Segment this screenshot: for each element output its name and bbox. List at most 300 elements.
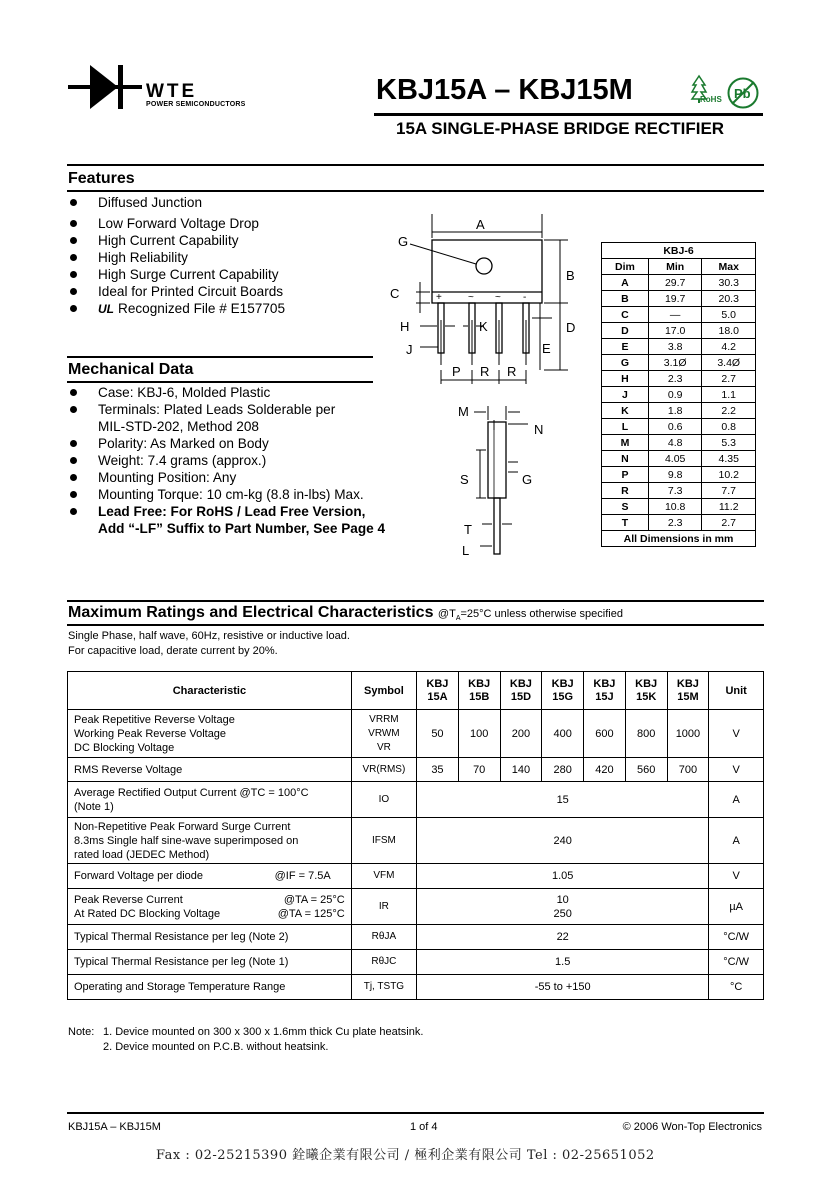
symbol-text: VR [376, 741, 391, 753]
table-row [602, 307, 756, 323]
fax-line: Fax : 02-25215390 銓曦企業有限公司 / 極利企業有限公司 Tel : 02-25651052 [156, 1148, 655, 1163]
value-text: 1.5 [555, 956, 571, 968]
dim-header: Max [702, 259, 756, 275]
ratings-title: Maximum Ratings and Electrical Characteristics [68, 604, 434, 621]
list-item [68, 402, 385, 419]
dim-label-n: N [534, 422, 544, 437]
dim-code: T [602, 515, 649, 531]
dim-max: 18.0 [702, 323, 756, 339]
part-prefix: KBJ [468, 677, 491, 690]
list-item [68, 385, 385, 402]
dim-min: 4.8 [648, 435, 702, 451]
value-cell: 140 [500, 758, 542, 782]
dim-label-r1: R [480, 364, 490, 379]
part-title: KBJ15A – KBJ15M [376, 74, 633, 106]
characteristic-text: rated load (JEDEC Method) [74, 848, 210, 861]
dim-table-title: KBJ-6 [602, 243, 756, 259]
dim-label-c: C [390, 286, 400, 301]
table-row [602, 451, 756, 467]
col-symbol: Symbol [351, 672, 416, 710]
list-item [68, 284, 285, 301]
dim-max: 1.1 [702, 387, 756, 403]
value-cell: 560 [625, 758, 667, 782]
unit-cell: °C/W [709, 925, 764, 950]
dim-label-a: A [476, 217, 485, 232]
col-part [500, 672, 542, 710]
pin-minus: - [523, 292, 527, 303]
list-item [68, 267, 285, 284]
table-row [602, 355, 756, 371]
table-row [602, 419, 756, 435]
characteristic-text: Working Peak Reverse Voltage [74, 727, 227, 740]
bullet-icon [70, 440, 77, 447]
table-row [68, 975, 764, 1000]
dim-max: 0.8 [702, 419, 756, 435]
dim-min: 0.6 [648, 419, 702, 435]
dim-code: M [602, 435, 649, 451]
bullet-icon [70, 288, 77, 295]
bullet-icon [70, 305, 77, 312]
part-suffix: 15K [636, 690, 657, 703]
dim-max: 20.3 [702, 291, 756, 307]
feature-text: Diffused Junction [98, 195, 203, 210]
characteristic-line [74, 907, 345, 921]
bullet-icon [70, 474, 77, 481]
part-prefix: KBJ [509, 677, 532, 690]
unit-cell: V [709, 864, 764, 889]
list-item [68, 233, 285, 250]
symbol-cell [351, 950, 416, 975]
dim-table-body [602, 275, 756, 531]
characteristic-cell [68, 782, 352, 818]
condition-text: @IF = 7.5A [274, 870, 331, 882]
ul-mark-icon: UL [98, 302, 114, 316]
mech-text: Weight: 7.4 grams (approx.) [98, 453, 267, 468]
value-cell: 70 [458, 758, 500, 782]
characteristic-cell [68, 818, 352, 864]
table-row [68, 889, 764, 925]
dim-max: 4.35 [702, 451, 756, 467]
ratings-bottom-rule [67, 624, 764, 626]
dim-max: 2.7 [702, 515, 756, 531]
value-text: 10 [556, 893, 569, 906]
table-row [602, 467, 756, 483]
mech-text: Terminals: Plated Leads Solderable per [98, 402, 336, 417]
unit-cell: °C [709, 975, 764, 1000]
feature-text: Recognized File # E157705 [118, 301, 286, 316]
table-row [602, 275, 756, 291]
symbol-text: RθJC [371, 956, 397, 967]
characteristic-text: Average Rectified Output Current @TC = 100°C [74, 786, 309, 799]
dim-code: J [602, 387, 649, 403]
characteristic-text: Peak Repetitive Reverse Voltage [74, 713, 235, 726]
symbol-text: VR(RMS) [362, 763, 406, 775]
table-row [68, 864, 764, 889]
dim-label-l: L [462, 543, 470, 558]
table-row [68, 710, 764, 758]
bullet-icon [70, 199, 77, 206]
dim-min: 1.8 [648, 403, 702, 419]
cond-rest: =25°C unless otherwise specified [460, 608, 623, 620]
mech-text: Lead Free: For RoHS / Lead Free Version, [98, 504, 366, 519]
dim-label-d: D [566, 320, 576, 335]
dim-max: 7.7 [702, 483, 756, 499]
bullet-icon [70, 271, 77, 278]
characteristic-line [74, 893, 345, 907]
list-item [68, 521, 385, 538]
feature-text: Low Forward Voltage Drop [98, 216, 259, 231]
list-item [68, 453, 385, 470]
dim-code: H [602, 371, 649, 387]
value-cell [417, 818, 709, 864]
characteristic-cell [68, 925, 352, 950]
features-list [68, 195, 285, 318]
part-prefix: KBJ [551, 677, 574, 690]
mechanical-list [68, 385, 385, 538]
col-part [458, 672, 500, 710]
symbol-cell [351, 864, 416, 889]
list-item [68, 436, 385, 453]
value-cell: 400 [542, 710, 584, 758]
cond-sub: A [455, 615, 461, 623]
dim-code: B [602, 291, 649, 307]
dim-label-g2: G [522, 472, 533, 487]
ratings-header-row [68, 672, 764, 710]
table-row [68, 818, 764, 864]
ratings-heading [68, 604, 623, 622]
symbol-cell [351, 758, 416, 782]
mech-text: Mounting Position: Any [98, 470, 237, 485]
header-rule [374, 113, 763, 116]
dim-min: 0.9 [648, 387, 702, 403]
table-row [602, 371, 756, 387]
dim-label-e: E [542, 341, 551, 356]
dim-min: 4.05 [648, 451, 702, 467]
characteristic-text: DC Blocking Voltage [74, 741, 175, 754]
bullet-icon [70, 254, 77, 261]
symbol-cell [351, 975, 416, 1000]
table-row [602, 323, 756, 339]
col-part [667, 672, 709, 710]
features-bottom-rule [67, 190, 764, 192]
list-item [68, 504, 385, 521]
part-prefix: KBJ [635, 677, 658, 690]
characteristic-text: Forward Voltage per diode [74, 870, 204, 882]
value-cell: 700 [667, 758, 709, 782]
feature-text: Ideal for Printed Circuit Boards [98, 284, 284, 299]
value-cell: 200 [500, 710, 542, 758]
dim-label-g: G [398, 234, 409, 249]
value-cell: 600 [584, 710, 626, 758]
dim-label-h: H [400, 319, 410, 334]
dim-table-footer: All Dimensions in mm [602, 531, 756, 547]
feature-text: High Current Capability [98, 233, 239, 248]
dim-min: 17.0 [648, 323, 702, 339]
col-part [542, 672, 584, 710]
footer-rule [67, 1112, 764, 1114]
note-1: 1. Device mounted on 300 x 300 x 1.6mm thick Cu plate heatsink. [103, 1026, 424, 1038]
value-cell [417, 864, 709, 889]
condition-text: @TA = 25°C [283, 893, 345, 906]
characteristic-text: (Note 1) [74, 800, 114, 813]
value-text: 15 [556, 793, 569, 806]
col-part [625, 672, 667, 710]
characteristic-text: RMS Reverse Voltage [74, 763, 183, 776]
table-row [602, 499, 756, 515]
table-row [602, 483, 756, 499]
unit-cell: A [709, 782, 764, 818]
symbol-cell [351, 782, 416, 818]
characteristic-cell [68, 950, 352, 975]
characteristic-text: Non-Repetitive Peak Forward Surge Current [74, 820, 291, 833]
value-text: 240 [553, 834, 572, 847]
mechanical-bottom-rule [67, 381, 373, 383]
dim-min: 2.3 [648, 371, 702, 387]
bullet-icon [70, 491, 77, 498]
symbol-text: RθJA [371, 931, 397, 942]
characteristic-text: Operating and Storage Temperature Range [74, 981, 286, 993]
side-view-drawing [450, 400, 560, 560]
bullet-icon [70, 457, 77, 464]
dim-min: 7.3 [648, 483, 702, 499]
dim-max: 11.2 [702, 499, 756, 515]
note-2: 2. Device mounted on P.C.B. without heatsink. [103, 1041, 329, 1053]
part-suffix: 15J [595, 690, 614, 703]
list-item [68, 470, 385, 487]
mech-text: Case: KBJ-6, Molded Plastic [98, 385, 271, 400]
dim-max: 2.2 [702, 403, 756, 419]
dim-label-p: P [452, 364, 461, 379]
list-item [68, 301, 285, 318]
footer-copyright: © 2006 Won-Top Electronics [622, 1121, 762, 1133]
symbol-cell [351, 710, 416, 758]
dim-code: G [602, 355, 649, 371]
ratings-note-1: Single Phase, half wave, 60Hz, resistive or inductive load. [68, 630, 350, 642]
part-suffix: 15A [427, 690, 448, 703]
footer-page: 1 of 4 [410, 1121, 438, 1133]
symbol-cell [351, 925, 416, 950]
mech-text: Mounting Torque: 10 cm-kg (8.8 in-lbs) Max. [98, 487, 364, 502]
dim-max: 10.2 [702, 467, 756, 483]
logo-subtitle: POWER SEMICONDUCTORS [146, 101, 246, 108]
list-item [68, 195, 285, 212]
dim-code: E [602, 339, 649, 355]
ratings-note-2: For capacitive load, derate current by 20%. [68, 645, 278, 657]
table-row [602, 387, 756, 403]
dim-header: Min [648, 259, 702, 275]
mech-text: Add “-LF” Suffix to Part Number, See Page 4 [98, 521, 386, 536]
dim-max: 5.0 [702, 307, 756, 323]
characteristic-text: Typical Thermal Resistance per leg (Note 1) [74, 956, 289, 968]
pin-ac2: ~ [495, 292, 501, 303]
dim-label-s: S [460, 472, 469, 487]
part-suffix: 15M [677, 690, 699, 703]
dim-min: 3.1Ø [648, 355, 702, 371]
dim-min: — [648, 307, 702, 323]
footer-part: KBJ15A – KBJ15M [68, 1121, 161, 1133]
unit-cell: A [709, 818, 764, 864]
mech-text: Polarity: As Marked on Body [98, 436, 269, 451]
characteristic-text: Typical Thermal Resistance per leg (Note 2) [74, 931, 289, 943]
table-row [68, 782, 764, 818]
feature-text: High Reliability [98, 250, 188, 265]
list-item [68, 250, 285, 267]
dim-label-r2: R [507, 364, 517, 379]
dim-label-t: T [464, 522, 472, 537]
bullet-icon [70, 406, 77, 413]
table-row [602, 515, 756, 531]
col-unit: Unit [709, 672, 764, 710]
characteristic-text: Peak Reverse Current [74, 893, 183, 906]
dim-header: Dim [602, 259, 649, 275]
mechanical-top-rule [67, 356, 373, 358]
bullet-icon [70, 389, 77, 396]
dim-max: 3.4Ø [702, 355, 756, 371]
part-prefix: KBJ [676, 677, 699, 690]
dim-max: 30.3 [702, 275, 756, 291]
unit-cell: V [709, 758, 764, 782]
value-cell: 800 [625, 710, 667, 758]
list-item [68, 487, 385, 504]
features-title: Features [68, 170, 135, 187]
value-text: 1.05 [551, 870, 574, 882]
dim-label-b: B [566, 268, 575, 283]
dim-label-k: K [479, 319, 488, 334]
characteristic-cell [68, 889, 352, 925]
pin-plus: + [436, 292, 442, 303]
value-cell [417, 782, 709, 818]
characteristic-cell [68, 710, 352, 758]
logo-text: WTE [146, 81, 198, 102]
symbol-text: VFM [373, 870, 395, 881]
characteristic-cell [68, 975, 352, 1000]
symbol-text: IO [378, 793, 390, 805]
part-suffix: 15D [510, 690, 532, 703]
unit-cell: V [709, 710, 764, 758]
condition-text: @TA = 125°C [277, 907, 345, 920]
value-cell: 1000 [667, 710, 709, 758]
dim-label-j: J [406, 342, 413, 357]
part-prefix: KBJ [593, 677, 616, 690]
symbol-cell [351, 818, 416, 864]
features-top-rule [67, 164, 764, 166]
table-row [602, 435, 756, 451]
ratings-table [67, 671, 764, 1000]
characteristic-text: 8.3ms Single half sine-wave superimposed on [74, 834, 299, 847]
symbol-text: IFSM [371, 834, 396, 846]
dim-max: 5.3 [702, 435, 756, 451]
value-text: 250 [553, 907, 572, 920]
dim-min: 19.7 [648, 291, 702, 307]
rohs-label: RoHS [700, 95, 722, 104]
table-row [68, 925, 764, 950]
notes-label: Note: [68, 1026, 95, 1038]
value-text: -55 to +150 [534, 981, 591, 993]
table-row [602, 291, 756, 307]
value-cell: 100 [458, 710, 500, 758]
symbol-text: VRWM [368, 727, 400, 739]
list-item [68, 216, 285, 233]
characteristic-cell [68, 758, 352, 782]
value-cell: 280 [542, 758, 584, 782]
dim-code: K [602, 403, 649, 419]
table-row [602, 403, 756, 419]
dim-min: 29.7 [648, 275, 702, 291]
col-part [584, 672, 626, 710]
dim-min: 3.8 [648, 339, 702, 355]
value-cell: 35 [417, 758, 459, 782]
lead-free-icon [726, 76, 760, 110]
table-row [602, 339, 756, 355]
value-cell [417, 925, 709, 950]
mechanical-title: Mechanical Data [68, 361, 194, 378]
dim-min: 9.8 [648, 467, 702, 483]
ratings-condition [437, 608, 623, 623]
value-text: 22 [556, 931, 569, 943]
dim-code: C [602, 307, 649, 323]
package-drawing [380, 210, 590, 390]
unit-cell: µA [709, 889, 764, 925]
pin-ac1: ~ [468, 292, 474, 303]
bullet-icon [70, 508, 77, 515]
part-prefix: KBJ [426, 677, 449, 690]
page-subtitle: 15A SINGLE-PHASE BRIDGE RECTIFIER [396, 119, 725, 138]
dimension-table [601, 242, 756, 547]
symbol-text: VRRM [369, 713, 399, 725]
dim-code: N [602, 451, 649, 467]
ratings-top-rule [67, 600, 764, 602]
list-item [68, 419, 385, 436]
wte-logo-icon [66, 62, 144, 112]
mech-text: MIL-STD-202, Method 208 [98, 419, 259, 434]
value-cell [417, 950, 709, 975]
table-row [68, 758, 764, 782]
part-suffix: 15G [552, 690, 574, 703]
dim-min: 10.8 [648, 499, 702, 515]
symbol-cell [351, 889, 416, 925]
dim-code: L [602, 419, 649, 435]
dim-max: 2.7 [702, 371, 756, 387]
dim-code: S [602, 499, 649, 515]
dim-code: A [602, 275, 649, 291]
symbol-text: IR [378, 900, 389, 912]
bullet-icon [70, 220, 77, 227]
part-suffix: 15B [469, 690, 490, 703]
characteristic-cell [68, 864, 352, 889]
symbol-text: Tj, TSTG [363, 981, 405, 992]
unit-cell: °C/W [709, 950, 764, 975]
feature-text: High Surge Current Capability [98, 267, 279, 282]
characteristic-text: At Rated DC Blocking Voltage [74, 907, 221, 920]
table-row [68, 950, 764, 975]
cond-prefix: @T [437, 608, 456, 620]
dim-code: R [602, 483, 649, 499]
col-characteristic: Characteristic [68, 672, 352, 710]
dim-code: D [602, 323, 649, 339]
value-cell: 50 [417, 710, 459, 758]
value-cell [417, 975, 709, 1000]
dim-code: P [602, 467, 649, 483]
bullet-icon [70, 237, 77, 244]
ratings-table-body [68, 710, 764, 1000]
dim-label-m: M [458, 404, 469, 419]
value-cell [417, 889, 709, 925]
col-part [417, 672, 459, 710]
dim-max: 4.2 [702, 339, 756, 355]
pb-label: Pb [734, 86, 751, 101]
dim-min: 2.3 [648, 515, 702, 531]
value-cell: 420 [584, 758, 626, 782]
